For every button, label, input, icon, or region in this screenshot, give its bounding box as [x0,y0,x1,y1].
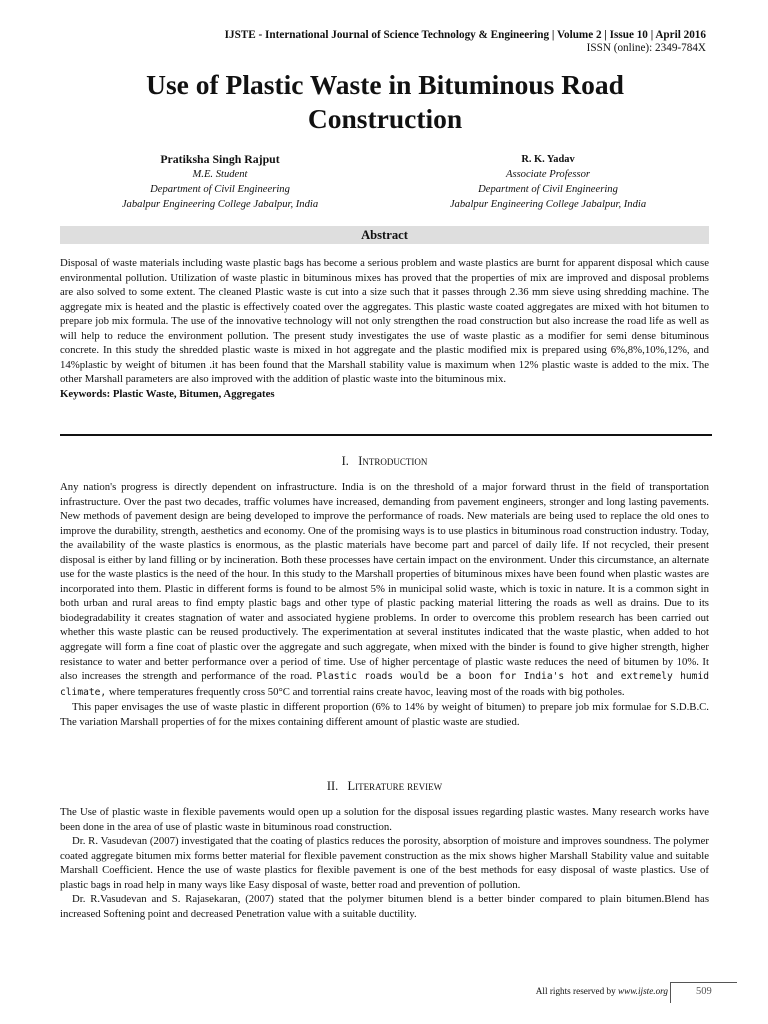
page-number-box [670,982,737,1003]
author-1 [55,152,385,212]
author-2-role: Associate Professor [505,169,591,180]
introduction-paragraph-2: This paper envisages the use of waste plastic in different proportion (6% to 14% by weight of bitumen) to prepare job mix formulae for S.D.B.C. The variation Marshall properties of for the mixes containing different amount of plastic waste are studied. [60,701,709,728]
paragraph-text: where temperatures frequently cross 50°C and torrential rains create havoc, leaving most of the roads with big potholes. [108,685,625,698]
introduction-paragraph-1 [60,480,709,700]
author-1-role: M.E. Student [192,169,248,180]
section-number: I. [341,454,349,468]
abstract-heading: Abstract [60,226,709,244]
paragraph-text: Any nation's progress is directly dependent on infrastructure. India is on the threshold of a major forward thrust in the field of transportation infrastructure. Over the past two decades, traffic volumes have increased, demanding from pavement engineers, stronger and long lasting pavements. New methods of pavement design are being developed to improve the performance of roads. New materials are being used to replace the old ones to improve the durability, strength, aesthetics and economy. One of the promising ways is to use plastics in bituminous road construction industry. Today, the availability of the waste plastics is enormous, as the plastic materials have become part and parcel of daily life. If not recycled, their present disposal is either by land filling or by incineration. Both these processes have certain impact on the environment. Under this circumstance, an alternate use for the waste plastics is the need of the hour. In this study to the Marshall properties of bituminous mixes have been found when plastic wastes are incorporated into them. Plastic in different forms is found to be almost 5% in municipal solid waste, which is toxic in nature. It is a common sight in both urban and rural areas to find empty plastic bags and other type of plastic packing material littering the roads as well as drains. Due to its biodegradability it creates stagnation of water and associated hygiene problems. In order to overcome this problem research has been carried out whether this waste plastic can be reused productively. The experimentation at several institutes indicated that the waste plastic, when added to hot aggregate will form a fine coat of plastic over the aggregate and such aggregate, when mixed with the binder is found to give higher strength, higher resistance to water and better performance over a period of time. Use of higher percentage of plastic waste reduces the need of bitumen by 10%. It also increases the strength and performance of the road. [60,481,709,683]
literature-paragraph-2: Dr. R. Vasudevan (2007) investigated that the coating of plastics reduces the porosity, absorption of moisture and improves soundness. The polymer coated aggregate bitumen mix forms better material for flexible pavement construction as the mix shows higher Marshall Stability value and suitable Marshall Coefficient. Hence the use of waste plastics for flexible pavement is one of the best methods for easy disposal of waste plastics. Use of plastic bags in road help in many ways like Easy disposal of waste, better road and prevention of pollution. [60,835,709,891]
abstract-text: Disposal of waste materials including waste plastic bags has become a serious problem and waste plastics are burnt for apparent disposal which cause environmental pollution. Utilization of waste plastic in bituminous mixes has proved that the properties of mix are improved and disposal problems are also solved to some extent. The cleaned Plastic waste is cut into a size such that it passes through 2.36 mm sieve using shredding machine. The aggregate mix is heated and the plastic is effectively coated over the aggregates. This plastic waste coated aggregates are mixed with hot bitumen to prepare job mix formula. The use of the innovative technology will not only strengthen the road construction but also increase the road life as well as will help to reduce the environment pollution. The present study investigates the use of waste plastic as a modifier for semi dense bituminous concrete. In this study the shredded plastic waste is mixed in hot aggregate and the plastic modified mix is prepared using 6%,8%,10%,12%, and 14%plastic by weight of bitumen .it has been found that the Marshall stability value is maximum when 12% plastic waste is added to the mix. The other Marshall parameters are also improved with the addition of plastic waste into the bituminous mix. [60,257,709,386]
section-number: II. [326,779,339,793]
paper-title-line-2: Construction [307,103,463,134]
author-1-name: Pratiksha Singh Rajput [160,152,280,166]
author-2-department: Department of Civil Engineering [478,184,618,195]
section-title: Literature review [347,779,443,793]
issn: ISSN (online): 2349-784X [586,42,706,54]
literature-paragraph-1: The Use of plastic waste in flexible pavements would open up a solution for the disposal issues regarding plastic wastes. Many research works have been done in the area of use of plastic waste in bituminous road construction. [60,806,709,833]
paragraph-highlight: Plastic roads would be a boon for India's hot and extremely humid climate, [60,671,710,698]
author-1-department: Department of Civil Engineering [150,184,290,195]
section-heading-literature-review [60,778,709,794]
section-title: Introduction [358,454,428,468]
journal-header [225,29,706,55]
footer-url[interactable]: www.ijste.org [617,986,668,996]
abstract-body [60,256,709,401]
footer-rights: All rights reserved by [535,986,616,996]
journal-citation: IJSTE - International Journal of Science Technology & Engineering | Volume 2 | Issue 10 | April 2016 [224,29,706,41]
keywords: Keywords: Plastic Waste, Bitumen, Aggregates [60,387,275,400]
author-2-institution: Jabalpur Engineering College Jabalpur, India [449,199,647,210]
section-heading-introduction [60,453,709,469]
paper-title [60,68,710,136]
page-number: 509 [696,986,712,997]
author-2-name: R. K. Yadav [521,154,575,165]
footer [536,986,668,997]
author-2 [383,152,713,212]
paper-title-line-1: Use of Plastic Waste in Bituminous Road [146,69,624,100]
author-1-institution: Jabalpur Engineering College Jabalpur, India [121,199,319,210]
literature-review-body [60,805,709,921]
literature-paragraph-3: Dr. R.Vasudevan and S. Rajasekaran, (2007) stated that the polymer bitumen blend is a better binder compared to plain bitumen.Blend has increased Softening point and decreased Penetration value with a suitable ductility. [60,893,709,920]
section-divider [60,434,712,436]
introduction-body [60,480,709,729]
